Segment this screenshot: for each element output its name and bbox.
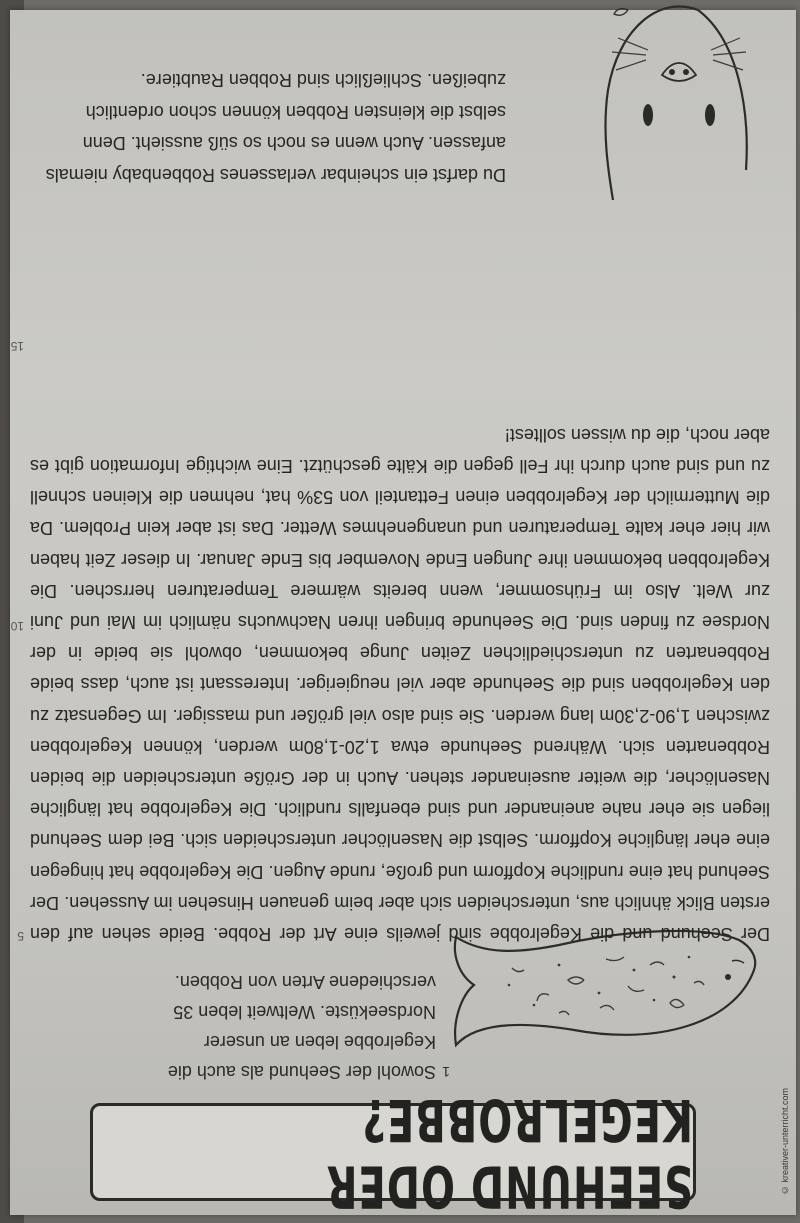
title-banner bbox=[90, 1085, 696, 1219]
paper-sheet bbox=[10, 10, 796, 1219]
closing-text-block bbox=[36, 64, 506, 190]
copyright-note: © kreativer-unterricht.com bbox=[780, 1087, 790, 1195]
line-number-marker: 15 bbox=[10, 339, 24, 353]
closing-paragraph: Du darfst ein scheinbar verlassenes Robbenbaby niemals anfassen. Auch wenn es noch so süß aussieht. Denn selbst die kleinsten Robben können schon ordentlich zubeißen. Schließlich sind Robben Raubtiere. bbox=[45, 70, 506, 185]
intro-line: verschiedene Arten von Robben. bbox=[174, 972, 436, 992]
seal-pup-illustration bbox=[598, 0, 758, 210]
intro-line: Nordseeküste. Weltweit leben 35 bbox=[173, 1002, 436, 1022]
line-number-marker: 5 bbox=[17, 929, 24, 943]
intro-line: Kegelrobbe leben an unserer bbox=[203, 1032, 436, 1052]
main-paragraph: Der Seehund und die Kegelrobbe sind jeweils eine Art der Robbe. Beide sehen auf den ersten Blick ähnlich aus, unterscheiden sich aber beim genauen Hinsehen im Aussehen. Der Seehund hat eine rundliche Kopfform und große, runde Augen. Die Kegelrobbe hat hingegen eine eher längliche Kopfform. Selbst die Nasenlöcher unterscheiden sich. Bei dem Seehund liegen sie eher nahe aneinander und sind ebenfalls rundlich. Die Kegelrobbe hat längliche Nasenlöcher, die weiter auseinander stehen. Auch in der Größe unterscheiden die beiden Robbenarten sich. Während Seehunde etwa 1,20-1,80m werden, können Kegelrobben zwischen 1,90-2,30m lang werden. Sie sind also viel größer und massiger. Im Gegensatz zu den Kegelrobben sind die Seehunde aber viel neugieriger. Interessant ist auch, dass beide Robbenarten zu unterschiedlichen Zeiten Junge bekommen, obwohl sie beide in der Nordsee zu finden sind. Die Seehunde bringen ihren Nachwuchs nämlich im Mai und Juni zur Welt. Also im Frühsommer, wenn bereits wärmere Temperaturen herrschen. Die Kegelrobben bekommen ihre Jungen Ende November bis Ende Januar. In dieser Zeit haben wir hier eher kalte Temperaturen und unangenehmes Wetter. Das ist aber kein Problem. Da die Muttermilch der Kegelrobben einen Fettanteil von 53% hat, nehmen die Kleinen schnell zu und sind auch durch ihr Fell gegen die Kälte geschützt. Eine wichtige Information gibt es aber noch, die du wissen solltest! bbox=[30, 424, 770, 944]
line-number-marker: 1 bbox=[442, 1064, 450, 1080]
seal-pup-face-icon bbox=[598, 0, 758, 210]
line-number-marker: 10 bbox=[10, 619, 24, 633]
main-text-block bbox=[30, 419, 770, 949]
intro-paragraph bbox=[36, 967, 450, 1087]
intro-line: Sowohl der Seehund als auch die bbox=[167, 1062, 436, 1082]
worksheet-title: SEEHUND ODER KEGELROBBE? bbox=[325, 1085, 693, 1219]
